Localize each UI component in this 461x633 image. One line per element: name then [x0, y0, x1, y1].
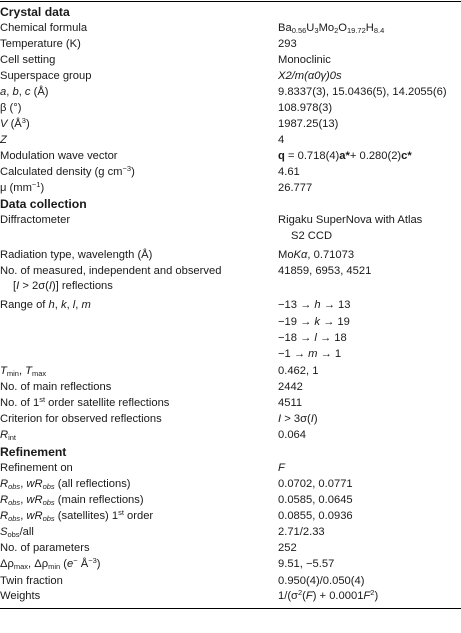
value-modulation-vector: q = 0.718(4)a*+ 0.280(2)c* [278, 150, 412, 162]
label-weights: Weights [0, 590, 41, 602]
label-absorption-coefficient: μ $(mm^{-1})$ [0, 180, 45, 194]
label-cell-setting: Cell setting [0, 54, 56, 66]
value-cell-setting: Monoclinic [278, 54, 331, 66]
label-z: Z [0, 134, 7, 146]
value-rint: 0.064 [278, 429, 306, 441]
value-range-l: −18 → l → 18 [278, 332, 347, 344]
label-twin-fraction: Twin fraction [0, 575, 63, 587]
label-goodness-of-fit: $S_{obs}$/all [0, 526, 34, 539]
value-range-m: −1 → m → 1 [278, 348, 342, 360]
label-r-all: $R_{obs}$, $wR_{obs}$ (all reflections) [0, 478, 131, 491]
label-r-satellites: $R_{obs}$, $wR_{obs}$ (satellites) 1st order [0, 508, 154, 523]
label-rint: $R_{int}$ [0, 429, 17, 442]
value-beta-angle: 108.978(3) [278, 102, 333, 114]
label-diffractometer: Diffractometer [0, 214, 71, 226]
value-z: 4 [278, 134, 285, 146]
label-r-main: $R_{obs}$, $wR_{obs}$ (main reflections) [0, 494, 144, 507]
section-heading-data-collection: Data collection [0, 197, 87, 211]
value-diffractometer-line2: S2 CCD [291, 230, 333, 242]
label-cell-lengths: a, b, c (Å) [0, 86, 49, 98]
value-range-k: −19 → k → 19 [278, 316, 350, 328]
label-parameters: No. of parameters [0, 542, 90, 554]
label-measured-reflections: No. of measured, independent and observed [0, 265, 222, 277]
label-measured-reflections-line2: [I > 2σ(I)] reflections [13, 280, 113, 292]
value-r-all: 0.0702, 0.0771 [278, 478, 353, 490]
value-cell-lengths: 9.8337(3), 15.0436(5), 14.2055(6) [278, 86, 447, 98]
label-temperature: Temperature (K) [0, 38, 81, 50]
value-parameters: 252 [278, 542, 297, 554]
label-modulation-vector: Modulation wave vector [0, 150, 118, 162]
value-absorption-coefficient: 26.777 [278, 182, 313, 194]
value-r-main: 0.0585, 0.0645 [278, 494, 353, 506]
label-main-reflections: No. of main reflections [0, 381, 112, 393]
value-temperature: 293 [278, 38, 297, 50]
value-satellite-reflections: 4511 [278, 397, 303, 409]
label-residual-density: $\Delta\rho_{max}$, $\Delta\rho_{min}$ (e− $Å^{-3}$) [0, 556, 101, 571]
value-chemical-formula: $Ba_{0.56}U_3Mo_2O_{19.72}H_{8.4}$ [278, 22, 385, 35]
value-main-reflections: 2442 [278, 381, 303, 393]
value-diffractometer-line1: Rigaku SuperNova with Atlas [278, 214, 423, 226]
value-goodness-of-fit: 2.71/2.33 [278, 526, 325, 538]
value-observed-criterion: I > 3σ(I) [278, 413, 318, 425]
label-refinement-on: Refinement on [0, 462, 73, 474]
value-residual-density: 9.51, −5.57 [278, 558, 335, 570]
label-calculated-density: Calculated density (g $cm^{-3}$) [0, 164, 135, 178]
label-superspace-group: Superspace group [0, 70, 92, 82]
value-calculated-density: 4.61 [278, 166, 300, 178]
label-chemical-formula: Chemical formula [0, 22, 88, 34]
value-weights: $1/(\sigma^2(F) + 0.0001F^2)$ [278, 588, 379, 602]
label-index-range: Range of h, k, l, m [0, 299, 91, 311]
table-top-rule [0, 1, 461, 2]
section-heading-refinement: Refinement [0, 445, 67, 459]
label-transmission: $T_{min}$, $T_{max}$ [0, 365, 47, 378]
value-measured-reflections: 41859, 6953, 4521 [278, 265, 372, 277]
label-volume: V $(Å^3)$ [0, 116, 30, 130]
value-refinement-on: F [278, 462, 285, 474]
label-radiation: Radiation type, wavelength (Å) [0, 249, 153, 261]
value-transmission: 0.462, 1 [278, 365, 319, 377]
table-bottom-rule [0, 608, 461, 609]
value-volume: 1987.25(13) [278, 118, 339, 130]
value-r-satellites: 0.0855, 0.0936 [278, 510, 353, 522]
value-twin-fraction: 0.950(4)/0.050(4) [278, 575, 365, 587]
label-beta-angle: β (°) [0, 102, 22, 114]
label-satellite-reflections: No. of 1st order satellite reflections [0, 395, 170, 409]
value-radiation: MoKα, 0.71073 [278, 249, 355, 261]
value-superspace-group: X2/m(α0γ)0s [278, 70, 342, 82]
value-range-h: −13 → h → 13 [278, 299, 351, 311]
label-observed-criterion: Criterion for observed reflections [0, 413, 162, 425]
section-heading-crystal-data: Crystal data [0, 5, 70, 19]
